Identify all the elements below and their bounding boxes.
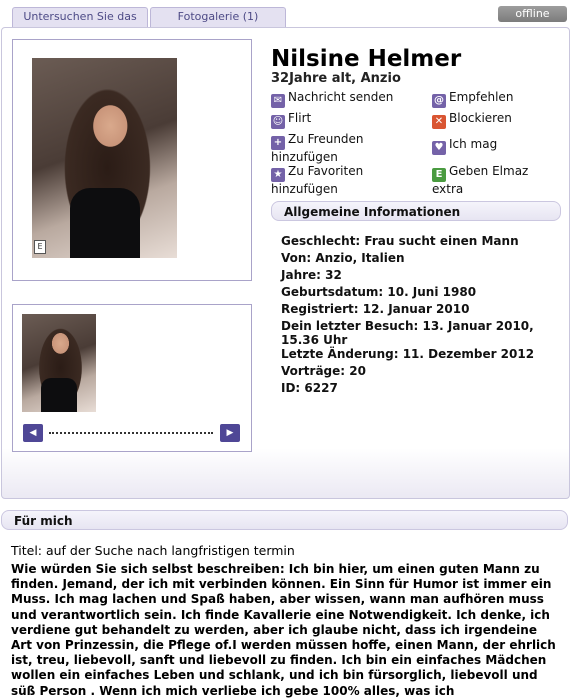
photo-detail xyxy=(70,188,140,258)
add-favorites-link[interactable] xyxy=(271,164,391,197)
info-gender: Geschlecht: Frau sucht einen Mann xyxy=(281,234,519,248)
tab-profile-label: Untersuchen Sie das xyxy=(23,10,137,23)
elmaz-extra-icon: E xyxy=(432,168,446,182)
photo-badge-icon: E xyxy=(34,240,46,254)
tab-profile[interactable] xyxy=(12,7,148,28)
at-icon: @ xyxy=(434,95,444,106)
envelope-icon: ✉ xyxy=(271,94,285,108)
info-birthdate: Geburtsdatum: 10. Juni 1980 xyxy=(281,285,477,299)
profile-name: Nilsine Helmer xyxy=(271,46,462,72)
give-extra-label: Geben Elmaz extra xyxy=(432,164,529,196)
chevron-right-icon: ▶ xyxy=(226,428,234,438)
profile-age-location: 32Jahre alt, Anzio xyxy=(271,71,401,86)
like-label: Ich mag xyxy=(449,137,498,151)
flirt-label: Flirt xyxy=(288,111,312,125)
info-registered: Registriert: 12. Januar 2010 xyxy=(281,302,470,316)
tab-gallery-label: Fotogalerie (1) xyxy=(177,10,259,23)
info-age: Jahre: 32 xyxy=(281,268,342,282)
info-last-visit: Dein letzter Besuch: 13. Januar 2010, 15.36 Uhr xyxy=(281,319,534,347)
info-posts: Vorträge: 20 xyxy=(281,364,366,378)
next-button[interactable] xyxy=(220,424,240,442)
send-message-link[interactable] xyxy=(271,90,393,108)
like-link[interactable] xyxy=(432,137,497,155)
add-friends-link[interactable] xyxy=(271,132,396,165)
chevron-left-icon: ◀ xyxy=(29,428,37,438)
flirt-icon: ☺ xyxy=(272,116,284,127)
main-photo-frame xyxy=(12,39,252,281)
previous-button[interactable] xyxy=(23,424,43,442)
gallery-strip xyxy=(12,304,252,452)
about-me-header: Für mich xyxy=(1,510,568,530)
block-icon: ✕ xyxy=(432,115,446,129)
heart-icon: ♥ xyxy=(432,141,446,155)
gallery-thumbnail[interactable] xyxy=(22,314,96,412)
block-label: Blockieren xyxy=(449,111,512,125)
add-favorites-label: Zu Favoriten hinzufügen xyxy=(271,164,364,196)
info-last-change: Letzte Änderung: 11. Dezember 2012 xyxy=(281,347,535,361)
about-title: Titel: auf der Suche nach langfristigen termin xyxy=(11,543,295,558)
send-message-label: Nachricht senden xyxy=(288,90,394,104)
info-location: Von: Anzio, Italien xyxy=(281,251,405,265)
recommend-link[interactable] xyxy=(432,90,513,108)
tab-gallery[interactable] xyxy=(150,7,286,28)
gallery-scroll-track xyxy=(49,432,213,434)
profile-photo[interactable] xyxy=(32,58,177,258)
about-text: Wie würden Sie sich selbst beschreiben: Ich bin hier, um einen guten Mann zu finden. Jemand, der ich mit verbinden können. Ein Sinn für Humor ist immer ein Muss. Ich mag lachen und Spaß haben, aber wissen, wann man aufhören muss und verantwortlich sein. Ich finde Kavallerie eine Notwendigkeit. Ich denke, ich verdiene gut behandelt zu werden, aber ich glaube nicht, dass ich irgendeine Art von Prinzessin, die Pflege of.I werden müssen hoffe, einen Mann, der ehrlich ist, treu, liebevoll, sanft und liebevoll zu finden. Ich bin ein einfaches Mädchen wollen ein einfaches Leben und schlank, und ich bin fürsorglich, liebevoll und süß Person . Wenn ich mich verliebe ich gebe 100% alles, was ich xyxy=(11,562,556,698)
give-extra-link[interactable] xyxy=(432,164,547,197)
recommend-label: Empfehlen xyxy=(449,90,514,104)
general-info-header: Allgemeine Informationen xyxy=(271,201,561,221)
thumbnail-detail xyxy=(41,378,77,412)
block-link[interactable] xyxy=(432,111,512,129)
plus-icon: + xyxy=(271,136,285,150)
star-icon: ★ xyxy=(271,168,285,182)
info-id: ID: 6227 xyxy=(281,381,338,395)
flirt-link[interactable] xyxy=(271,111,311,129)
add-friends-label: Zu Freunden hinzufügen xyxy=(271,132,364,164)
status-badge: offline xyxy=(498,6,567,22)
